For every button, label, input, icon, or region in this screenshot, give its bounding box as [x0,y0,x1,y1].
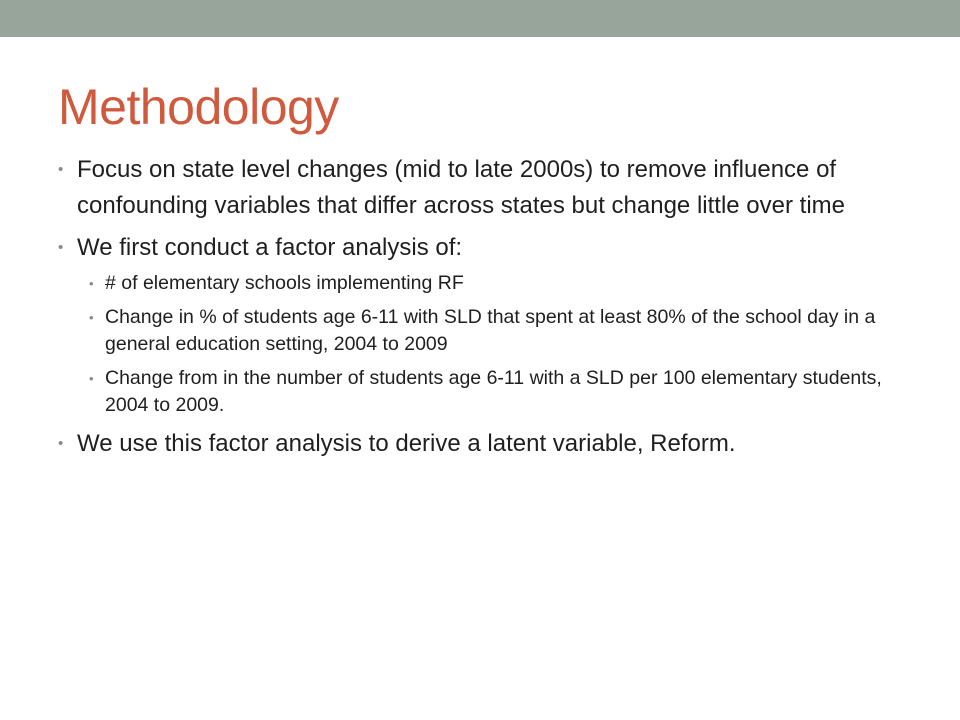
bullet-item [58,152,908,224]
sub-bullet-text: Change in % of students age 6-11 with SLD that spent at least 80% of the school day in a general education setting, 2004 to 2009 [105,306,876,355]
bullet-dot-icon: • [58,161,64,178]
bullet-text: We first conduct a factor analysis of: [77,234,463,261]
sub-bullet-item [89,304,908,358]
sub-bullet-dot-icon: • [89,276,94,291]
sub-bullet-item [89,365,908,419]
bullet-dot-icon: • [58,239,64,256]
bullet-text: Focus on state level changes (mid to late 2000s) to remove influence of confounding variables that differ across states but change little over time [77,156,845,219]
sub-bullet-dot-icon: • [89,310,94,325]
sub-bullet-dot-icon: • [89,371,94,386]
sub-bullet-list [77,270,908,419]
sub-bullet-text: # of elementary schools implementing RF [105,272,464,294]
bullet-item [58,426,908,462]
bullet-text: We use this factor analysis to derive a latent variable, Reform. [77,430,736,457]
sub-bullet-item [89,270,908,297]
bullet-list [58,152,908,468]
bullet-dot-icon: • [58,435,64,452]
slide-title: Methodology [58,79,339,135]
top-accent-bar [0,0,960,37]
bullet-item [58,230,908,419]
sub-bullet-text: Change from in the number of students age 6-11 with a SLD per 100 elementary students, 2004 to 2009. [105,367,882,416]
